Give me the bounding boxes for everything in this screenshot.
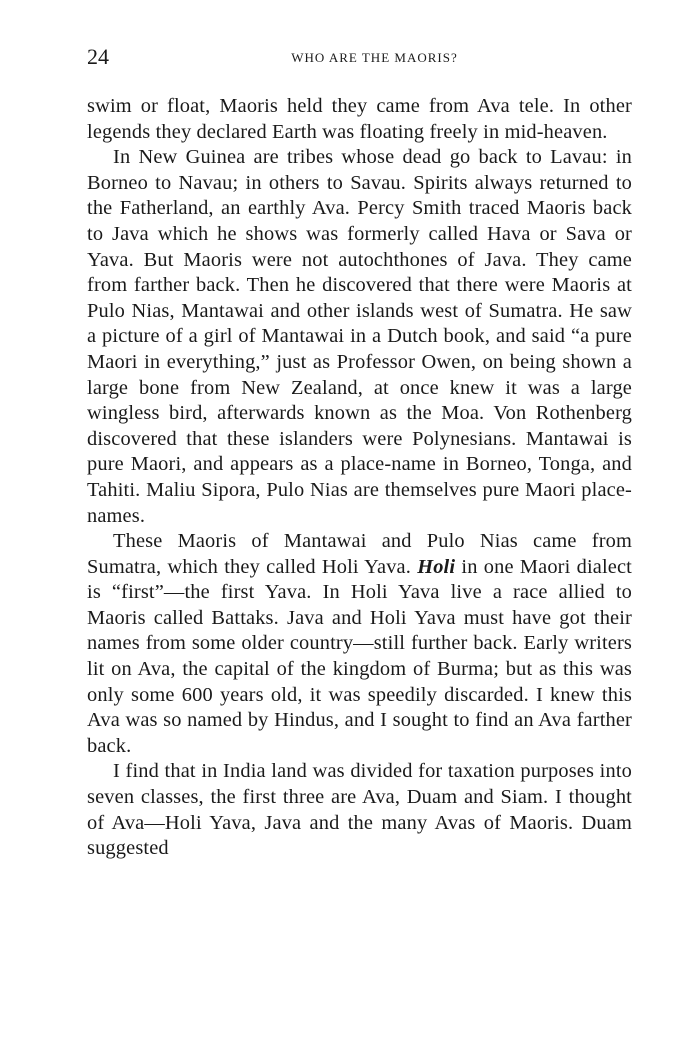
paragraph-2: In New Guinea are tribes whose dead go back to Lavau: in Borneo to Navau; in others to Savau. Spirits always returned to the Fatherland, an earthly Ava. Percy Smith traced Maoris back to Java which he shows was formerly called Hava or Sava or Yava. But Maoris were not autochthones of Java. They came from farther back. Then he discovered that there were Maoris at Pulo Nias, Mantawai and other islands west of Sumatra. He saw a picture of a girl of Mantawai in a Dutch book, and said “a pure Maori in everything,” just as Professor Owen, on being shown a large bone from New Zealand, at once knew it was a large wingless bird, afterwards known as the Moa. Von Rothenberg discovered that these islanders were Polynesians. Mantawai is pure Maori, and appears as a place-name in Borneo, Tonga, and Tahiti. Maliu Sipora, Pulo Nias are themselves pure Maori place-names. xyxy=(87,146,632,527)
running-head: WHO ARE THE MAORIS? xyxy=(291,50,458,65)
book-page xyxy=(87,44,632,862)
page-header xyxy=(87,44,632,74)
body-text xyxy=(87,94,632,862)
paragraph-3 xyxy=(87,529,632,759)
page-number: 24 xyxy=(87,44,109,69)
paragraph-1: swim or float, Maoris held they came from Ava tele. In other legends they declared Earth was floating freely in mid-heaven. xyxy=(87,95,632,143)
paragraph-3-emphasis: Holi xyxy=(417,555,456,578)
paragraph-3-text-before: These Maoris of Mantawai and Pulo Nias came from Sumatra, which they called Holi Yava. xyxy=(87,530,632,578)
paragraph-3-text-after: in one Maori dialect is “first”—the first Yava. In Holi Yava live a race allied to Maoris called Battaks. Java and Holi Yava must have got their names from some older country—still further back. Early writers lit on Ava, the capital of the kingdom of Burma; but as this was only some 600 years old, it was speedily discarded. I knew this Ava was so named by Hindus, and I sought to find an Ava farther back. xyxy=(87,555,632,757)
paragraph-4: I find that in India land was divided for taxation purposes into seven classes, the first three are Ava, Duam and Siam. I thought of Ava—Holi Yava, Java and the many Avas of Maoris. Duam suggested xyxy=(87,760,632,860)
